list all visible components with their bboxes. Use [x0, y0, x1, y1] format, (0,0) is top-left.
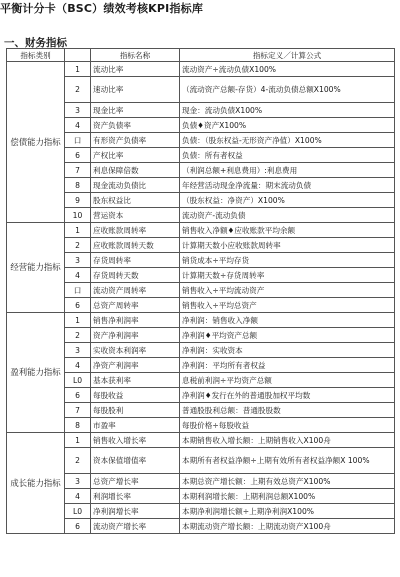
table-row [7, 238, 395, 253]
indicator-name: 流动资产增长率 [91, 519, 180, 534]
row-number: 6 [65, 388, 91, 403]
table-row [7, 223, 395, 238]
category-cell: 偿债能力指标 [7, 62, 65, 223]
table-row [7, 343, 395, 358]
indicator-name: 存货周转率 [91, 253, 180, 268]
table-row [7, 283, 395, 298]
table-row [7, 77, 395, 103]
indicator-definition: 本期销售收入增长额：上期销售收入X100舟 [180, 433, 395, 448]
row-number: 1 [65, 62, 91, 77]
row-number: 1 [65, 313, 91, 328]
indicator-name: 总资产增长率 [91, 474, 180, 489]
indicator-definition: 净利润：销售收入净额 [180, 313, 395, 328]
row-number: 6 [65, 148, 91, 163]
indicator-definition: （利润总额+利息费用）:利息费用 [180, 163, 395, 178]
table-header-row [7, 49, 395, 62]
table-row [7, 373, 395, 388]
row-number: 2 [65, 448, 91, 474]
indicator-name: 现金流动负债比 [91, 178, 180, 193]
indicator-definition: 销货成本÷平均存货 [180, 253, 395, 268]
header-indicator-name: 指标名称 [91, 49, 180, 62]
row-number: 口 [65, 133, 91, 148]
indicator-definition: 本期利润增长额：上期利润总额X100% [180, 489, 395, 504]
indicator-definition: 净利润♦发行在外的普通股加权平均数 [180, 388, 395, 403]
table-row [7, 313, 395, 328]
indicator-definition: 普通股股利总额：普通股股数 [180, 403, 395, 418]
row-number: L0 [65, 504, 91, 519]
kpi-table [6, 48, 395, 534]
table-row [7, 328, 395, 343]
row-number: 4 [65, 118, 91, 133]
indicator-definition: 负债：（股东权益-无形资产净值）X100% [180, 133, 395, 148]
row-number: 7 [65, 163, 91, 178]
indicator-definition: 年经营活动现金净流量：期末流动负债 [180, 178, 395, 193]
row-number: 8 [65, 418, 91, 433]
indicator-name: 市盈率 [91, 418, 180, 433]
indicator-definition: 净利润：平均所有者权益 [180, 358, 395, 373]
table-row [7, 103, 395, 118]
row-number: 2 [65, 328, 91, 343]
indicator-name: 应收账款周转天数 [91, 238, 180, 253]
indicator-name: 有形资产负债率 [91, 133, 180, 148]
row-number: 3 [65, 474, 91, 489]
row-number: 8 [65, 178, 91, 193]
indicator-definition: 现金：流动负债X100% [180, 103, 395, 118]
indicator-name: 股东权益比 [91, 193, 180, 208]
table-row [7, 298, 395, 313]
indicator-definition: 销售收入÷平均流动资产 [180, 283, 395, 298]
indicator-definition: 计算期天数小应收账款周转率 [180, 238, 395, 253]
row-number: 6 [65, 298, 91, 313]
row-number: 口 [65, 283, 91, 298]
indicator-definition: 负债♦资产X100% [180, 118, 395, 133]
table-row [7, 193, 395, 208]
row-number: 4 [65, 268, 91, 283]
indicator-name: 销售收入增长率 [91, 433, 180, 448]
category-cell: 成长能力指标 [7, 433, 65, 534]
row-number: 10 [65, 208, 91, 223]
table-row [7, 403, 395, 418]
table-row [7, 489, 395, 504]
indicator-definition: 息税前利润÷平均资产总额 [180, 373, 395, 388]
table-row [7, 418, 395, 433]
indicator-definition: 净利润♦平均资产总额 [180, 328, 395, 343]
indicator-name: 流动资产周转率 [91, 283, 180, 298]
indicator-name: 总资产周转率 [91, 298, 180, 313]
indicator-name: 产权比率 [91, 148, 180, 163]
indicator-definition: 每股价格÷每股收益 [180, 418, 395, 433]
category-cell: 经营能力指标 [7, 223, 65, 313]
indicator-definition: 流动资产÷流动负债X100% [180, 62, 395, 77]
indicator-definition: 净利润：实收资本 [180, 343, 395, 358]
row-number: 3 [65, 253, 91, 268]
indicator-definition: 负债：所有者权益 [180, 148, 395, 163]
indicator-definition: 计算期天数÷存货周转率 [180, 268, 395, 283]
row-number: 2 [65, 77, 91, 103]
indicator-definition: （股东权益：净资产）X100% [180, 193, 395, 208]
table-row [7, 268, 395, 283]
section-heading: 一、财务指标 [4, 37, 67, 49]
table-row [7, 133, 395, 148]
indicator-name: 资本保值增值率 [91, 448, 180, 474]
indicator-definition: （流动资产总额-存货）4-流动负债总额X100% [180, 77, 395, 103]
header-number [65, 49, 91, 62]
indicator-name: 现金比率 [91, 103, 180, 118]
table-row [7, 253, 395, 268]
row-number: 4 [65, 358, 91, 373]
indicator-name: 每股收益 [91, 388, 180, 403]
table-row [7, 519, 395, 534]
table-row [7, 208, 395, 223]
indicator-name: 资产净利润率 [91, 328, 180, 343]
row-number: 3 [65, 343, 91, 358]
row-number: 2 [65, 238, 91, 253]
table-body [7, 62, 395, 534]
row-number: 1 [65, 223, 91, 238]
table-row [7, 448, 395, 474]
table-row [7, 474, 395, 489]
row-number: L0 [65, 373, 91, 388]
indicator-name: 实收资本利润率 [91, 343, 180, 358]
header-category: 指标类别 [7, 49, 65, 62]
indicator-name: 应收账款周转率 [91, 223, 180, 238]
category-cell: 盈利能力指标 [7, 313, 65, 433]
indicator-definition: 销售收入净额♦应收账款平均余额 [180, 223, 395, 238]
row-number: 9 [65, 193, 91, 208]
page-title: 平衡计分卡（BSC）绩效考核KPI指标库 [0, 2, 204, 15]
table-row [7, 433, 395, 448]
table-row [7, 388, 395, 403]
indicator-name: 基本获利率 [91, 373, 180, 388]
table-row [7, 163, 395, 178]
indicator-name: 存货周转天数 [91, 268, 180, 283]
table-row [7, 118, 395, 133]
indicator-definition: 本期流动资产增长额：上期流动资产X100舟 [180, 519, 395, 534]
header-definition: 指标定义／计算公式 [180, 49, 395, 62]
indicator-definition: 本期净利润增长额÷上期净利润X100% [180, 504, 395, 519]
indicator-name: 销售净利润率 [91, 313, 180, 328]
indicator-name: 利息保障倍数 [91, 163, 180, 178]
row-number: 6 [65, 519, 91, 534]
row-number: 3 [65, 103, 91, 118]
indicator-definition: 销售收入÷平均总资产 [180, 298, 395, 313]
indicator-name: 营运资本 [91, 208, 180, 223]
table-row [7, 504, 395, 519]
indicator-name: 速动比率 [91, 77, 180, 103]
row-number: 1 [65, 433, 91, 448]
indicator-name: 净资产利润率 [91, 358, 180, 373]
indicator-name: 利润增长率 [91, 489, 180, 504]
table-row [7, 178, 395, 193]
indicator-definition: 流动资产-流动负债 [180, 208, 395, 223]
indicator-definition: 本期所有者权益净额÷上期有效所有者权益净额X 100% [180, 448, 395, 474]
table-row [7, 62, 395, 77]
indicator-name: 每股股利 [91, 403, 180, 418]
indicator-name: 流动比率 [91, 62, 180, 77]
indicator-name: 净利润增长率 [91, 504, 180, 519]
row-number: 4 [65, 489, 91, 504]
indicator-name: 资产负债率 [91, 118, 180, 133]
table-row [7, 358, 395, 373]
row-number: 7 [65, 403, 91, 418]
table-row [7, 148, 395, 163]
indicator-definition: 本期总资产增长额：上期有效总资产X100% [180, 474, 395, 489]
